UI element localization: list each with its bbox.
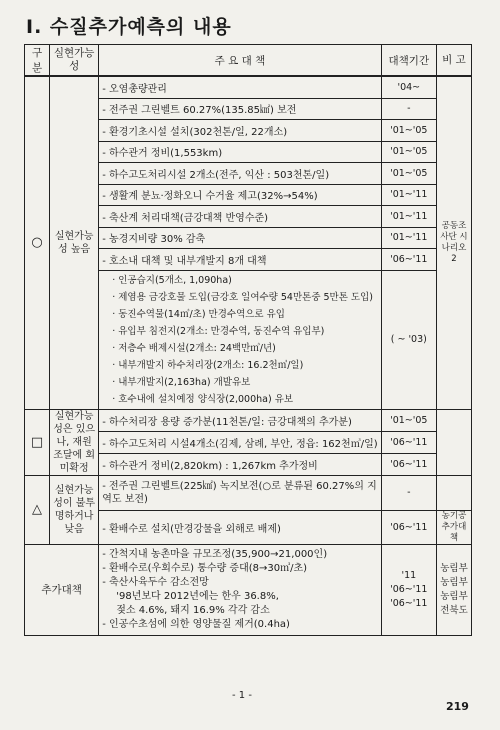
additional-measures-list (99, 544, 381, 635)
period-cell: ( ~ '03) (381, 270, 436, 409)
period-cell: '06~'11 (381, 249, 436, 271)
period-cell: '01~'05 (381, 409, 436, 431)
list-item: - 축산사육두수 감소전망 (102, 576, 209, 588)
list-item: · 내부개발지 하수처리장(2개소: 16.2천㎥/일) (112, 359, 304, 371)
table-row (25, 544, 472, 635)
measure-item: - 하수관거 정비(1,553km) (99, 141, 381, 163)
page-number: 219 (446, 700, 469, 713)
measure-item: - 전주권 그린벨트(225㎢) 녹지보전(○로 분류된 60.27%의 지역도 보전) (99, 475, 381, 510)
period-cell: '01~'11 (381, 227, 436, 249)
header-main-measures: 주 요 대 책 (99, 45, 381, 77)
period-cell: '11 (401, 569, 417, 581)
page-title: Ⅰ. 수질추가예측의 내용 (26, 16, 232, 38)
list-item: '98년보다 2012년에는 한우 36.8%, (116, 590, 279, 602)
period-cell: '01~'05 (381, 163, 436, 185)
list-item: · 제염용 금강호물 도입(금강호 일여수량 54만톤중 5만톤 도입) (112, 291, 373, 303)
table-row (25, 76, 472, 98)
period-cell: - (381, 475, 436, 510)
measure-item: - 오염총량관리 (99, 76, 381, 98)
period-list (381, 544, 436, 635)
note-cell: 농기공 추가대책 (436, 510, 471, 544)
note-cell (436, 475, 471, 510)
period-cell: '06~'11 (381, 431, 436, 453)
period-cell: '01~'05 (381, 141, 436, 163)
list-item: - 인공수초섬에 의한 영양물질 제거(0.4ha) (102, 618, 290, 630)
note-cell: 전북도 (440, 604, 468, 616)
grade-circle: ○ (25, 76, 50, 409)
lake-measures-header: - 호소내 대책 및 내부개발지 8개 대책 (99, 249, 381, 271)
measure-item: - 하수고도처리 시설4개소(김제, 삼례, 부안, 정읍: 162천㎥/일) (99, 431, 381, 453)
measure-item: - 하수고도처리시설 2개소(전주, 익산 : 503천톤/일) (99, 163, 381, 185)
list-item: · 호수내에 설치예정 양식장(2,000ha) 유보 (112, 393, 294, 405)
grade-square: □ (25, 409, 50, 475)
period-cell: '06~'11 (381, 453, 436, 475)
note-cell: 농림부 (440, 576, 468, 588)
list-item: · 내부개발지(2,163ha) 개발유보 (112, 376, 251, 388)
measure-item: - 생활계 분뇨·정화오니 수거율 제고(32%→54%) (99, 184, 381, 206)
list-item: · 인공습지(5개소, 1,090ha) (112, 274, 232, 286)
table-row (25, 475, 472, 510)
period-cell: '01~'11 (381, 206, 436, 228)
feasibility-medium: 실현가능성은 있으나, 재원조달에 회미확정 (50, 409, 99, 475)
period-cell: '01~'05 (381, 120, 436, 142)
feasibility-low: 실현가능성이 불투명하거나 낮음 (50, 475, 99, 544)
additional-measures-label: 추가대책 (25, 544, 99, 635)
list-item: - 환배수로(우회수로) 통수량 증대(8→30㎥/초) (102, 562, 308, 574)
period-cell: '04~ (381, 76, 436, 98)
measure-item: - 농경지비량 30% 감축 (99, 227, 381, 249)
note-empty (436, 409, 471, 475)
note-cell: 농림부 (440, 590, 468, 602)
measure-item: - 하수처리장 용량 증가분(11천톤/일: 금강대책의 추가분) (99, 409, 381, 431)
feasibility-high: 실현가능성 높음 (50, 76, 99, 409)
list-item: 젖소 4.6%, 돼지 16.9% 각각 감소 (116, 604, 270, 616)
header-grade: 구분 (25, 45, 50, 77)
measures-table (24, 44, 472, 636)
list-item: · 유입부 침전지(2개소: 만경수역, 동진수역 유입부) (112, 325, 325, 337)
measure-item: - 축산계 처리대책(금강대책 반영수준) (99, 206, 381, 228)
header-feasibility: 실현가능성 (50, 45, 99, 77)
note-scenario: 공동조사단 시나리오2 (436, 76, 471, 409)
measure-item: - 하수관거 정비(2,820km) : 1,267km 추가정비 (99, 453, 381, 475)
period-cell: '01~'11 (381, 184, 436, 206)
measure-item: - 환경기초시설 설치(302천톤/일, 22개소) (99, 120, 381, 142)
table-row (25, 409, 472, 431)
list-item: · 동진수역물(14㎥/초) 만경수역으로 유입 (112, 308, 285, 320)
page-center-number: - 1 - (232, 690, 252, 701)
period-cell: '06~'11 (390, 583, 428, 595)
period-cell: - (381, 98, 436, 120)
note-cell: 농림부 (440, 562, 468, 574)
note-list (436, 544, 471, 635)
list-item: - 간척지내 농촌마을 규모조정(35,900→21,000인) (102, 548, 328, 560)
period-cell: '06~'11 (381, 510, 436, 544)
period-cell: '06~'11 (390, 597, 428, 609)
lake-measures-list (99, 270, 381, 409)
table-header-row (25, 45, 472, 77)
header-note: 비 고 (436, 45, 471, 77)
list-item: · 저층수 배제시설(2개소: 24백만㎥/년) (112, 342, 276, 354)
measure-item: - 전주권 그린벨트 60.27%(135.85㎢) 보전 (99, 98, 381, 120)
header-period: 대책기간 (381, 45, 436, 77)
grade-triangle: △ (25, 475, 50, 544)
measure-item: - 환배수로 설치(만경강물을 외해로 배제) (99, 510, 381, 544)
